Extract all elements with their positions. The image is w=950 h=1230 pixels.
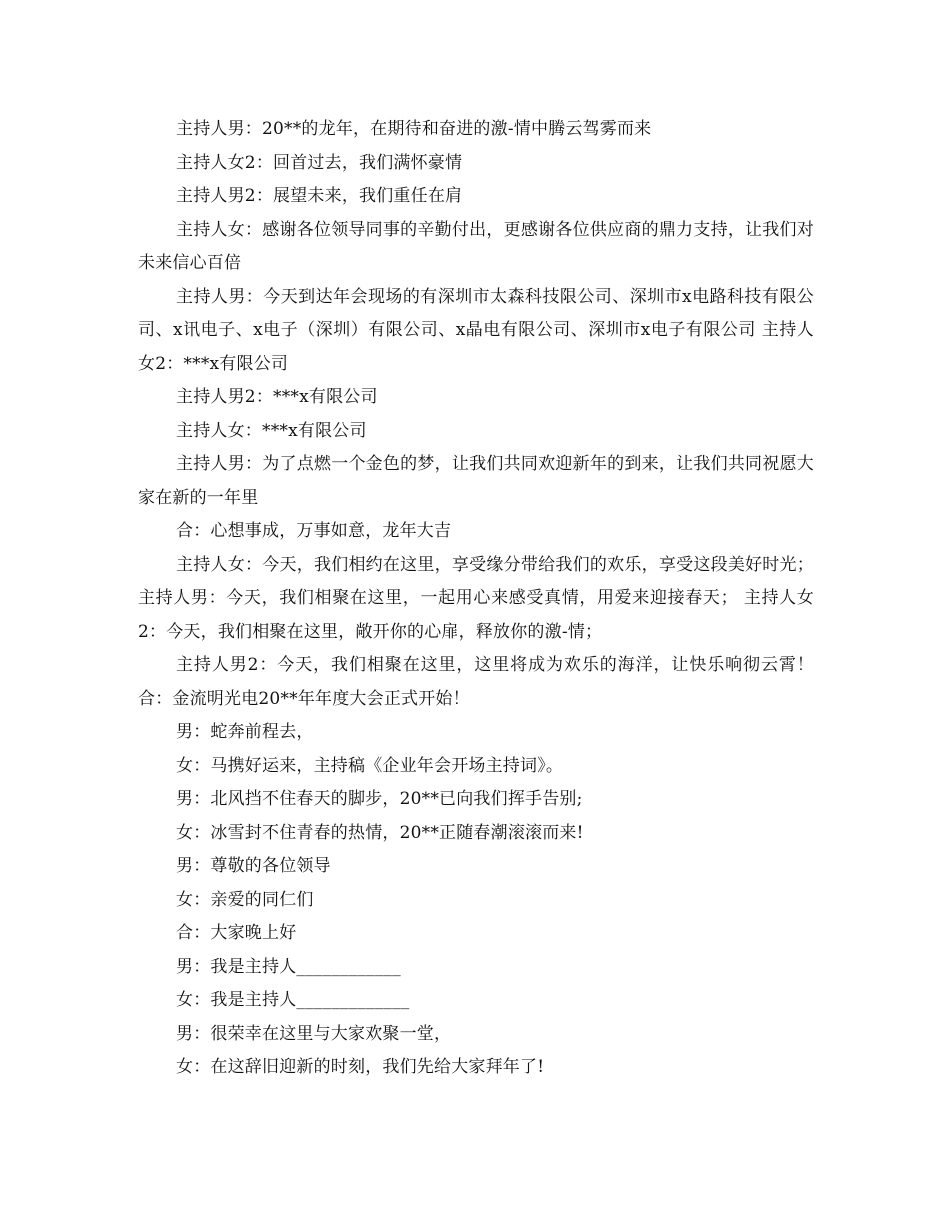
paragraph: 男：蛇奔前程去， [176,722,314,742]
paragraph: 女：马携好运来，主持稿《企业年会开场主持词》。 [176,755,564,776]
paragraph: 主持人女：今天，我们相约在这里，享受缘分带给我们的欢乐，享受这段美好时光； 主持人男：今天，我们相聚在这里，一起用心来感受真情，用爱来迎接春天； 主持人女2：今天，我们相聚在这里，敞开你的心扉，释放你的激-情； [138,554,814,642]
paragraph: 女：在这辞旧迎新的时刻，我们先给大家拜年了! [176,1057,545,1077]
paragraph: 女：我是主持人_____________ [176,990,410,1010]
paragraph: 合：大家晚上好 [176,923,297,943]
paragraph: 主持人男2：展望未来，我们重任在肩 [176,186,463,206]
paragraph: 主持人男：20**的龙年，在期待和奋进的激-情中腾云驾雾而来 [176,119,652,139]
paragraph: 合：心想事成，万事如意，龙年大吉 [176,521,452,541]
paragraph: 男：尊敬的各位领导 [176,856,331,876]
paragraph: 主持人女：感谢各位领导同事的辛勤付出，更感谢各位供应商的鼎力支持，让我们对未来信心百倍 [138,219,814,273]
paragraph: 主持人男2：***x有限公司 [176,387,378,407]
paragraph: 女：冰雪封不住青春的热情，20**正随春潮滚滚而来! [176,822,584,843]
paragraph: 主持人女：***x有限公司 [176,420,367,441]
paragraph: 主持人女2：回首过去，我们满怀豪情 [176,152,463,173]
paragraph: 男：很荣幸在这里与大家欢聚一堂， [176,1023,452,1044]
document-body [138,113,814,1085]
paragraph: 主持人男：今天到达年会现场的有深圳市太森科技限公司、深圳市x电路科技有限公司、x讯电子、x电子（深圳）有限公司、x晶电有限公司、深圳市x电子有限公司 主持人女2：***x有限公司 [138,286,814,374]
paragraph: 女：亲爱的同仁们 [176,889,314,910]
paragraph: 男：北风挡不住春天的脚步，20**已向我们挥手告别; [176,789,583,809]
paragraph: 主持人男：为了点燃一个金色的梦，让我们共同欢迎新年的到来，让我们共同祝愿大家在新的一年里 [138,454,814,508]
paragraph: 男：我是主持人____________ [176,956,401,977]
paragraph: 主持人男2：今天，我们相聚在这里，这里将成为欢乐的海洋，让快乐响彻云霄！ 合：金流明光电20**年年度大会正式开始！ [138,655,814,709]
